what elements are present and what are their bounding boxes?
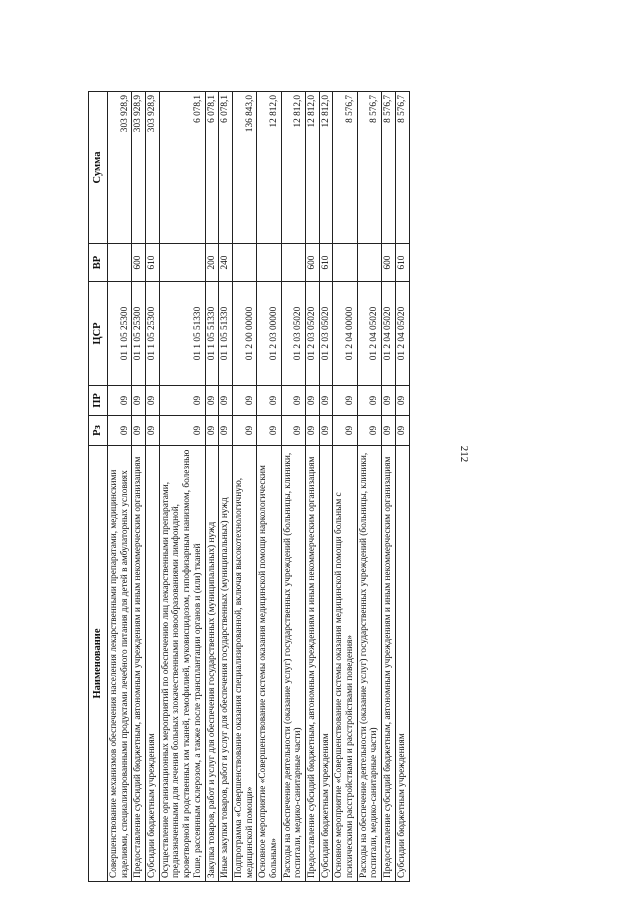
table-row [232, 92, 256, 882]
cell-name: Осуществление организационных мероприятий по обеспечению лиц лекарственными препаратами, предназначенными для лечения больных злокачественными новообразованиями лимфоидной, кроветворной и родственных им тканей, гемофилией, муковисцидозом, гипофизарным нанизмом, болезнью Гоше, рассеянным склерозом, а также после трансплантации органов и (или) тканей [159, 446, 205, 882]
cell-csr: 01 1 05 51330 [219, 282, 233, 386]
cell-rz: 09 [306, 416, 320, 446]
cell-sum: 8 576,7 [382, 92, 396, 244]
cell-csr: 01 1 05 25300 [132, 282, 146, 386]
cell-pr: 09 [357, 386, 381, 416]
cell-csr: 01 1 05 25300 [146, 282, 160, 386]
cell-rz: 09 [232, 416, 256, 446]
cell-csr: 01 2 03 00000 [257, 282, 281, 386]
table-row [146, 92, 160, 882]
table-row [395, 92, 409, 882]
col-header-csr: ЦСР [89, 282, 108, 386]
cell-csr: 01 2 04 05020 [395, 282, 409, 386]
cell-sum: 12 812,0 [281, 92, 305, 244]
cell-name: Предоставление субсидий бюджетным, автономным учреждениям и иным некоммерческим организациям [382, 446, 396, 882]
cell-sum: 303 928,9 [146, 92, 160, 244]
table-row [132, 92, 146, 882]
cell-name: Расходы на обеспечение деятельности (оказание услуг) государственных учреждений (больницы, клиники, госпитали, медико-санитарные части) [281, 446, 305, 882]
col-header-vr: ВР [89, 244, 108, 282]
cell-vr: 240 [219, 244, 233, 282]
table-row [319, 92, 333, 882]
table-row [306, 92, 320, 882]
cell-name: Закупка товаров, работ и услуг для обеспечения государственных (муниципальных) нужд [205, 446, 219, 882]
cell-csr: 01 2 03 05020 [319, 282, 333, 386]
cell-name: Совершенствование механизмов обеспечения населения лекарственными препаратами, медицинскими изделиями, специализированными продуктами лечебного питания для детей в амбулаторных условиях [108, 446, 132, 882]
cell-vr [333, 244, 357, 282]
cell-csr: 01 2 04 05020 [357, 282, 381, 386]
cell-pr: 09 [382, 386, 396, 416]
col-header-rz: Рз [89, 416, 108, 446]
cell-csr: 01 1 05 51330 [159, 282, 205, 386]
cell-pr: 09 [281, 386, 305, 416]
cell-pr: 09 [108, 386, 132, 416]
cell-rz: 09 [382, 416, 396, 446]
cell-name: Субсидии бюджетным учреждениям [395, 446, 409, 882]
table-header-row [89, 92, 108, 882]
cell-vr [257, 244, 281, 282]
cell-rz: 09 [357, 416, 381, 446]
cell-sum: 12 812,0 [257, 92, 281, 244]
cell-vr: 600 [382, 244, 396, 282]
cell-csr: 01 1 05 51330 [205, 282, 219, 386]
cell-csr: 01 1 05 25300 [108, 282, 132, 386]
cell-vr [357, 244, 381, 282]
cell-sum: 8 576,7 [395, 92, 409, 244]
cell-csr: 01 2 04 05020 [382, 282, 396, 386]
cell-sum: 6 078,1 [159, 92, 205, 244]
rotated-table-container [88, 92, 628, 882]
cell-rz: 09 [146, 416, 160, 446]
cell-vr: 600 [306, 244, 320, 282]
table-row [281, 92, 305, 882]
cell-rz: 09 [319, 416, 333, 446]
cell-name: Основное мероприятие «Совершенствование системы оказания медицинской помощи больным с психическими расстройствами и расстройствами поведения» [333, 446, 357, 882]
table-row [219, 92, 233, 882]
table-row [382, 92, 396, 882]
col-header-name: Наименование [89, 446, 108, 882]
cell-name: Предоставление субсидий бюджетным, автономным учреждениям и иным некоммерческим организациям [306, 446, 320, 882]
cell-vr [281, 244, 305, 282]
cell-pr: 09 [333, 386, 357, 416]
cell-vr: 200 [205, 244, 219, 282]
cell-vr: 610 [146, 244, 160, 282]
cell-csr: 01 2 00 00000 [232, 282, 256, 386]
table-row [205, 92, 219, 882]
cell-rz: 09 [159, 416, 205, 446]
table-row [357, 92, 381, 882]
cell-sum: 12 812,0 [319, 92, 333, 244]
col-header-sum: Сумма [89, 92, 108, 244]
cell-pr: 09 [395, 386, 409, 416]
cell-pr: 09 [159, 386, 205, 416]
cell-name: Иные закупки товаров, работ и услуг для обеспечения государственных (муниципальных) нужд [219, 446, 233, 882]
cell-name: Субсидии бюджетным учреждениям [146, 446, 160, 882]
cell-vr [232, 244, 256, 282]
budget-table [88, 91, 410, 882]
cell-rz: 09 [132, 416, 146, 446]
cell-csr: 01 2 04 00000 [333, 282, 357, 386]
cell-rz: 09 [205, 416, 219, 446]
table-row [159, 92, 205, 882]
cell-csr: 01 2 03 05020 [306, 282, 320, 386]
table-row [108, 92, 132, 882]
cell-sum: 136 843,0 [232, 92, 256, 244]
col-header-pr: ПР [89, 386, 108, 416]
cell-pr: 09 [205, 386, 219, 416]
cell-rz: 09 [333, 416, 357, 446]
cell-vr: 610 [319, 244, 333, 282]
table-row [257, 92, 281, 882]
cell-name: Субсидии бюджетным учреждениям [319, 446, 333, 882]
cell-pr: 09 [306, 386, 320, 416]
cell-name: Подпрограмма «Совершенствование оказания специализированной, включая высокотехнологичную, медицинской помощи» [232, 446, 256, 882]
cell-rz: 09 [395, 416, 409, 446]
cell-csr: 01 2 03 05020 [281, 282, 305, 386]
cell-vr: 610 [395, 244, 409, 282]
cell-vr: 600 [132, 244, 146, 282]
cell-vr [159, 244, 205, 282]
cell-name: Основное мероприятие «Совершенствование системы оказания медицинской помощи наркологическим больным» [257, 446, 281, 882]
cell-pr: 09 [219, 386, 233, 416]
cell-pr: 09 [146, 386, 160, 416]
cell-name: Расходы на обеспечение деятельности (оказание услуг) государственных учреждений (больницы, клиники, госпитали, медико-санитарные части) [357, 446, 381, 882]
cell-rz: 09 [108, 416, 132, 446]
cell-pr: 09 [257, 386, 281, 416]
cell-rz: 09 [281, 416, 305, 446]
cell-vr [108, 244, 132, 282]
cell-rz: 09 [257, 416, 281, 446]
cell-sum: 8 576,7 [357, 92, 381, 244]
cell-pr: 09 [319, 386, 333, 416]
cell-sum: 303 928,9 [108, 92, 132, 244]
cell-pr: 09 [232, 386, 256, 416]
cell-sum: 6 078,1 [219, 92, 233, 244]
cell-sum: 12 812,0 [306, 92, 320, 244]
cell-name: Предоставление субсидий бюджетным, автономным учреждениям и иным некоммерческим организациям [132, 446, 146, 882]
cell-pr: 09 [132, 386, 146, 416]
page-number: 212 [458, 445, 470, 463]
cell-sum: 8 576,7 [333, 92, 357, 244]
cell-sum: 6 078,1 [205, 92, 219, 244]
cell-rz: 09 [219, 416, 233, 446]
table-row [333, 92, 357, 882]
cell-sum: 303 928,9 [132, 92, 146, 244]
